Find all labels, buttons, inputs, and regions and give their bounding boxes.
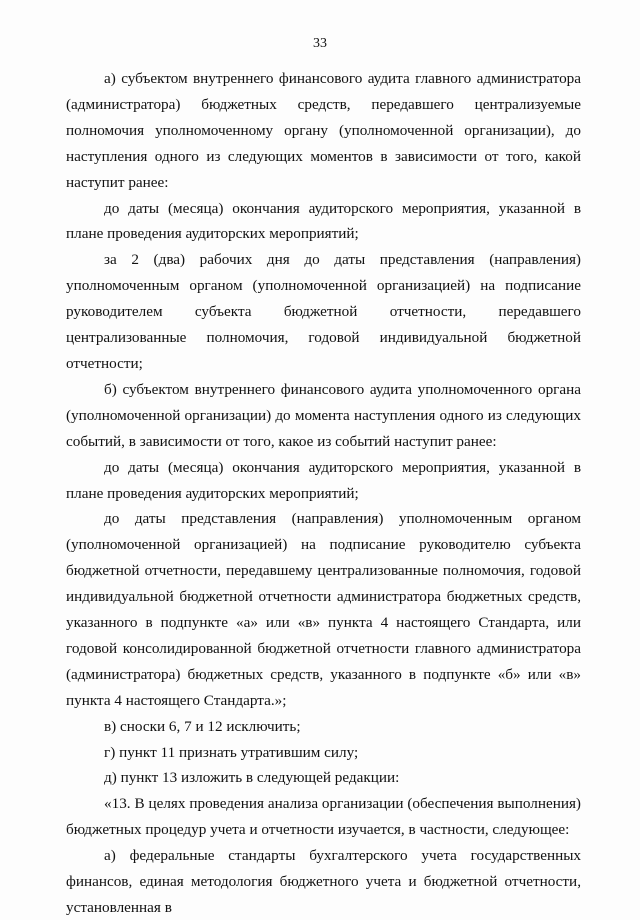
document-body xyxy=(66,66,581,921)
paragraph-subitem-b-audit-authorized-body: б) субъектом внутреннего финансового аудита уполномоченного органа (уполномоченной организации) до момента наступления одного из следующих событий, в зависимости от того, какое из событий наступит ранее: xyxy=(66,380,581,450)
paragraph-subitem-a-audit-main-admin: а) субъектом внутреннего финансового аудита главного администратора (администратора) бюджетных средств, передавшего централизуемые полномочия уполномоченному органу (уполномоченной организации), до наступления одного из следующих моментов в зависимости от того, какой наступит ранее: xyxy=(66,70,581,191)
paragraph-subitem-d-clause-13: д) пункт 13 изложить в следующей редакции: xyxy=(104,769,400,787)
paragraph-deadline-audit-end: до даты (месяца) окончания аудиторского мероприятия, указанной в плане проведения аудиторских мероприятий; xyxy=(66,199,581,243)
page-number: 33 xyxy=(313,36,327,51)
paragraph-two-working-days: за 2 (два) рабочих дня до даты представления (направления) уполномоченным органом (уполномоченной организацией) на подписание руководителем субъекта бюджетной отчетности, передавшего централизованные полномочия, годовой индивидуальной бюджетной отчетности; xyxy=(66,251,581,372)
paragraph-date-of-submission: до даты представления (направления) уполномоченным органом (уполномоченной организацией) на подписание руководителю субъекта бюджетной отчетности, передавшему централизованные полномочия, годовой индивидуальной бюджетной отчетности администратора бюджетных средств, указанного в подпункте «а» или «в» пункта 4 настоящего Стандарта, или годовой консолидированной бюджетной отчетности главного администратора (администратора) бюджетных средств, указанного в подпункте «б» или «в» пункта 4 настоящего Стандарта.»; xyxy=(66,510,581,709)
paragraph-subitem-g-clause-11: г) пункт 11 признать утратившим силу; xyxy=(104,743,359,761)
paragraph-subitem-v-footnotes: в) сноски 6, 7 и 12 исключить; xyxy=(104,717,301,735)
paragraph-subitem-a-federal-standards: а) федеральные стандарты бухгалтерского учета государственных финансов, единая методология бюджетного учета и бюджетной отчетности, установленная в xyxy=(66,847,581,916)
paragraph-deadline-audit-end-2: до даты (месяца) окончания аудиторского мероприятия, указанной в плане проведения аудиторских мероприятий; xyxy=(66,458,581,502)
paragraph-clause-13-text: «13. В целях проведения анализа организации (обеспечения выполнения) бюджетных процедур учета и отчетности изучается, в частности, следующее: xyxy=(66,795,581,839)
